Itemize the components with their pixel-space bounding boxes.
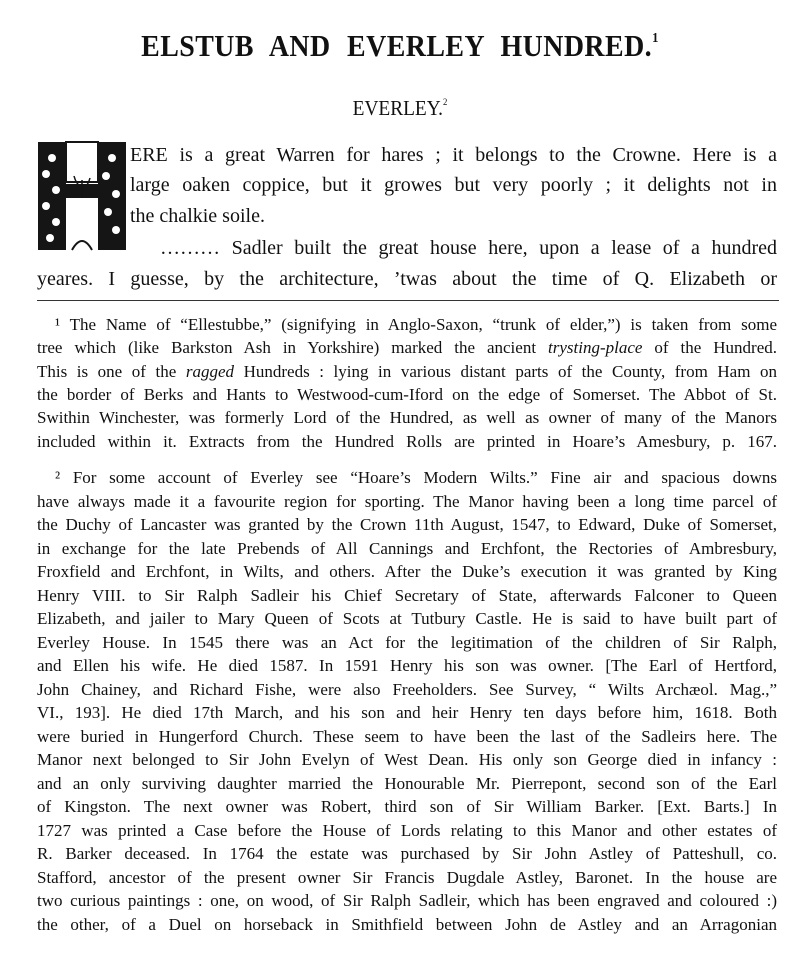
- text-segment: and Ellen his wife. He died 1587. In 1591 Henry his son was owner. [The Earl of Hertford,: [37, 656, 777, 675]
- text-line: [37, 913, 777, 936]
- text-segment: have always made it a favourite region for sporting. The Manor having been a long time parcel of: [37, 491, 777, 511]
- text-segment: the chalkie soile.: [130, 205, 265, 227]
- text-line: [160, 233, 777, 263]
- text-segment: Hundreds : lying in various distant parts of the County, from Ham on: [234, 361, 777, 381]
- text-segment: Froxfield and Erchfont, in Wilts, and others. After the Duke’s execution it was granted by King: [37, 562, 777, 581]
- text-segment: Manor next belonged to Sir John Evelyn of West Dean. His only son George died in infancy :: [37, 750, 777, 769]
- text-segment: were buried in Hungerford Church. These seem to have been the last of the Sadleirs here. The: [37, 726, 777, 746]
- text-line: [37, 889, 777, 912]
- text-line: [37, 537, 777, 560]
- text-segment: the border of Berks and Hants to Westwood-cum-Iford on the edge of Somerset. The Abbot of St.: [37, 384, 777, 404]
- text-segment: and an only surviving daughter married the Honourable Mr. Pierrepont, second son of the Earl: [37, 773, 777, 793]
- text-line: [37, 336, 777, 359]
- footnote-ref-1: 1: [652, 30, 659, 46]
- text-line: [37, 795, 777, 818]
- text-line: [55, 313, 777, 336]
- text-line: [37, 866, 777, 889]
- text-line: [37, 819, 777, 842]
- text-line: [37, 430, 777, 453]
- subtitle-text: EVERLEY.: [352, 96, 443, 120]
- footnote-divider: [37, 300, 779, 301]
- footnote-ref-2: 2: [442, 97, 448, 108]
- text-segment: included within it. Extracts from the Hundred Rolls are printed in Hoare’s Amesbury, p. 167.: [37, 431, 777, 451]
- text-segment: ERE is a great Warren for hares ; it belongs to the Crowne. Here is a: [130, 144, 777, 166]
- text-line: [37, 748, 777, 771]
- text-segment: the Duchy of Lancaster was granted by the Crown 11th August, 1547, to Edward, Duke of Somerset,: [37, 515, 777, 534]
- title-text: ELSTUB AND EVERLEY HUNDRED.: [141, 28, 653, 63]
- text-line: [37, 560, 777, 583]
- text-segment: tree which (like Barkston Ash in Yorkshire) marked the ancient: [37, 338, 549, 358]
- text-line: [37, 607, 777, 630]
- text-line: [37, 490, 777, 513]
- text-segment: Stafford, ancestor of the present owner Sir Francis Dugdale Astley, Baronet. In the house are: [37, 867, 777, 887]
- text-segment: Swithin Winchester, was formerly Lord of the Hundred, as well as owner of many of the Manors: [37, 408, 777, 428]
- text-line: [37, 701, 777, 724]
- text-line: [37, 654, 777, 677]
- text-line: [37, 678, 777, 701]
- italic-phrase: ragged: [185, 361, 235, 381]
- text-segment: the other, of a Duel on horseback in Smithfield between John de Astley and an Arragonian: [37, 914, 777, 934]
- text-segment: 1727 was printed a Case before the House of Lords relating to this Manor and other estates of: [37, 820, 777, 840]
- text-segment: of Kingston. The next owner was Robert, third son of Sir William Barker. [Ext. Barts.] In: [37, 797, 777, 816]
- text-line: [37, 584, 777, 607]
- text-line: [37, 631, 777, 654]
- text-line: [37, 264, 777, 294]
- page-title: [40, 28, 760, 64]
- text-segment: large oaken coppice, but it growes but very poorly ; it delights not in: [130, 174, 777, 196]
- text-line: [37, 842, 777, 865]
- text-segment: Elizabeth, and jailer to Mary Queen of Scots at Tutbury Castle. He is said to have built part of: [37, 609, 777, 628]
- text-segment: John Chainey, and Richard Fishe, were also Freeholders. See Survey, “ Wilts Archæol. Mag.,”: [37, 679, 777, 699]
- text-segment: This is one of the: [37, 361, 186, 381]
- text-segment: yeares. I guesse, by the architecture, ’twas about the time of Q. Elizabeth or: [37, 268, 777, 290]
- text-segment: in exchange for the late Prebends of All Cannings and Erchfont, the Rectories of Ambresbury,: [37, 538, 777, 558]
- text-segment: of the Hundred.: [642, 338, 777, 358]
- text-line: [37, 383, 777, 406]
- text-line: [130, 170, 777, 200]
- text-line: [37, 725, 777, 748]
- text-line: [55, 466, 777, 489]
- text-line: [37, 360, 777, 383]
- text-segment: Henry VIII. to Sir Ralph Sadleir his Chief Secretary of State, afterwards Falconer to Queen: [37, 585, 777, 605]
- decorated-initial-h-icon: [36, 140, 128, 252]
- text-line: [37, 772, 777, 795]
- italic-phrase: trysting-place: [548, 338, 643, 358]
- text-line: [130, 201, 777, 231]
- text-segment: VI., 193]. He died 17th March, and his son and heir Henry ten days before him, 1618. Both: [37, 703, 777, 722]
- section-heading: [32, 96, 768, 121]
- text-line: [37, 406, 777, 429]
- text-segment: ¹ The Name of “Ellestubbe,” (signifying in Anglo-Saxon, “trunk of elder,”) is taken from some: [55, 315, 777, 334]
- text-segment: R. Barker deceased. In 1764 the estate was purchased by Sir John Astley of Patteshull, co.: [37, 844, 777, 863]
- text-segment: two curious paintings : one, on wood, of Sir Ralph Sadleir, which has been engraved and coloured :): [37, 891, 777, 910]
- text-line: [37, 513, 777, 536]
- text-line: [130, 140, 777, 170]
- text-segment: Everley House. In 1545 there was an Act for the legitimation of the children of Sir Ralph,: [37, 632, 777, 652]
- text-segment: ……… Sadler built the great house here, upon a lease of a hundred: [160, 237, 777, 259]
- text-segment: ² For some account of Everley see “Hoare’s Modern Wilts.” Fine air and spacious downs: [55, 468, 777, 487]
